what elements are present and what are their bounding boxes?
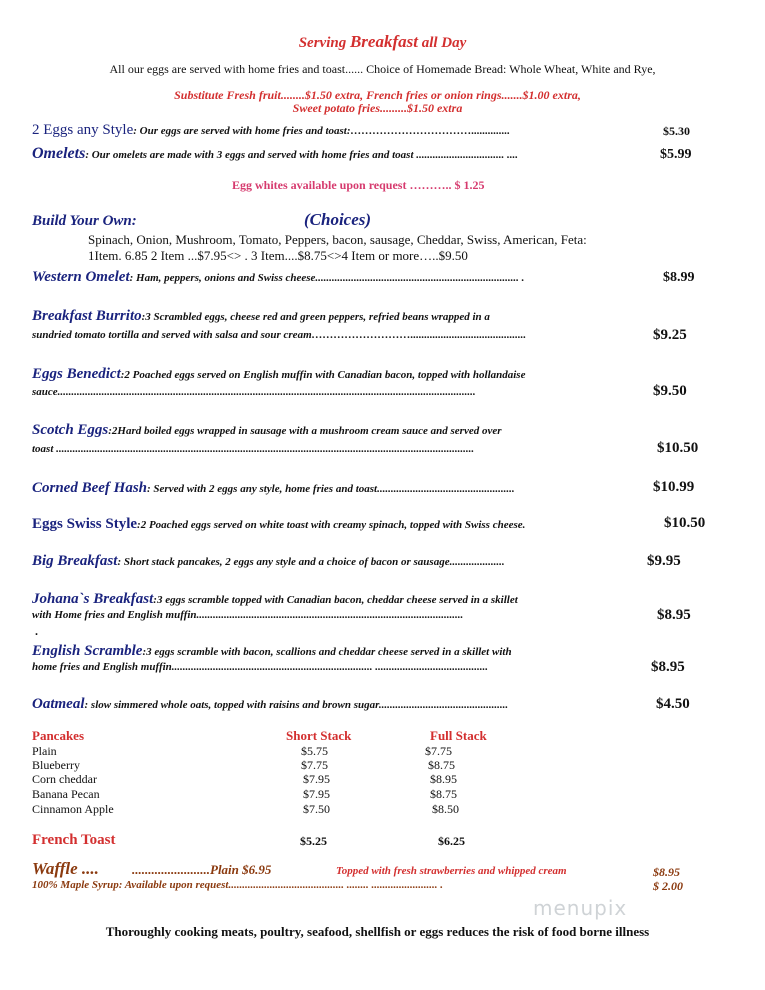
item-name: Johana`s Breakfast [32,591,154,607]
pancake-short: $7.95 [303,772,330,786]
item-desc: : Ham, peppers, onions and Swiss cheese.......................................................................... . [129,272,525,284]
pancake-short: $5.75 [301,744,328,758]
maple-syrup-note: 100% Maple Syrup: Available upon request.......................................... ........ ........................ . [32,879,443,891]
title-main: Breakfast [349,32,418,51]
item-price: $9.95 [647,553,681,569]
item-name: Scotch Eggs [32,422,109,438]
item-price: $10.99 [653,479,695,495]
item-name: Western Omelet [32,269,130,285]
item-omelets [32,145,518,163]
item-price: $10.50 [664,515,706,531]
intro-text: All our eggs are served with home fries and toast...... Choice of Homemade Bread: Whole Wheat, White and Rye, [109,62,656,76]
pancake-full: $7.75 [425,744,452,758]
substitute-line-1: Substitute Fresh fruit........$1.50 extra, French fries or onion rings.......$1.00 extra, [174,88,581,102]
item-two-eggs [32,121,510,139]
item-price: $4.50 [656,696,690,712]
item-desc-1: :2Hard boiled eggs wrapped in sausage with a mushroom cream sauce and served over [108,425,502,437]
item-name: 2 Eggs any Style [32,122,134,138]
item-johanas-breakfast [32,590,518,608]
item-desc-2: with Home fries and English muffin................................................................................................. [32,609,464,621]
item-name: Oatmeal [32,696,85,712]
pancake-name: Corn cheddar [32,772,97,786]
item-desc: :2 Poached eggs served on white toast with creamy spinach, topped with Swiss cheese. [137,519,526,531]
item-price: $8.99 [663,270,695,285]
item-name: Build Your Own [32,213,132,229]
item-colon: : [131,213,137,229]
item-desc-2: sundried tomato tortilla and served with salsa and sour cream……………………….......................................... [32,329,527,341]
pancakes-header: Pancakes [32,728,84,743]
stray-dot: . [35,624,38,638]
item-desc: : Our omelets are made with 3 eggs and served with home fries and toast ................................ .... [85,149,519,161]
item-western-omelet [32,268,524,286]
title-post: all Day [421,35,467,51]
item-name: Breakfast Burrito [32,308,142,324]
item-name: Eggs Swiss Style [32,516,138,532]
waffle-plain: ........................Plain $6.95 [132,862,272,877]
item-desc-2: toast ........................................................................................................................................................ [32,443,475,455]
item-name: Omelets [32,145,86,162]
substitute-line-2: Sweet potato fries.........$1.50 extra [292,101,463,115]
build-your-own-title [32,213,137,230]
title-pre: Serving [298,35,347,51]
build-your-own-list: Spinach, Onion, Mushroom, Tomato, Peppers, bacon, sausage, Cheddar, Swiss, American, Feta: [88,232,587,247]
pancake-name: Blueberry [32,758,80,772]
item-name: Eggs Benedict [32,366,121,382]
item-corned-beef-hash [32,479,515,497]
item-name: Big Breakfast [32,553,118,569]
item-scotch-eggs [32,421,502,439]
page-title [0,32,765,52]
item-desc-2: sauce........................................................................................................................................................ [32,386,476,398]
waffle-topped: Topped with fresh strawberries and whipped cream [336,865,567,877]
pancake-full: $8.75 [428,758,455,772]
item-price: $5.99 [660,147,692,162]
full-stack-header: Full Stack [430,728,487,743]
short-stack-header: Short Stack [286,728,352,743]
pancake-name: Plain [32,744,57,758]
item-price: $10.50 [657,440,699,456]
item-desc-1: :3 Scrambled eggs, cheese red and green peppers, refried beans wrapped in a [141,311,490,323]
item-desc: : Our eggs are served with home fries and toast:…………………………….............. [133,125,510,137]
item-desc: : Short stack pancakes, 2 eggs any style and a choice of bacon or sausage.................... [117,556,505,568]
item-english-scramble [32,642,512,660]
waffle-topped-price: $8.95 [653,865,680,879]
item-price: $8.95 [651,659,685,675]
item-eggs-benedict [32,365,525,383]
watermark-logo: menupix [533,896,628,920]
pancake-name: Cinnamon Apple [32,802,114,816]
food-safety-warning: Thoroughly cooking meats, poultry, seafood, shellfish or eggs reduces the risk of food borne illness [105,924,650,939]
french-toast-name: French Toast [32,832,116,848]
item-big-breakfast [32,552,505,570]
item-eggs-swiss [32,515,525,533]
pancake-short: $7.75 [301,758,328,772]
item-price: $5.30 [663,124,690,138]
item-price: $8.95 [657,607,691,623]
french-toast-full: $6.25 [438,834,465,848]
french-toast-short: $5.25 [300,834,327,848]
pancake-full: $8.95 [430,772,457,786]
item-desc-1: :2 Poached eggs served on English muffin with Canadian bacon, topped with hollandaise [120,369,526,381]
maple-syrup-price: $ 2.00 [653,879,683,893]
pancake-short: $7.95 [303,787,330,801]
build-your-own-pricing: 1Item. 6.85 2 Item ...$7.95<> . 3 Item....$8.75<>4 Item or more…..$9.50 [88,248,468,263]
item-price: $9.25 [653,327,687,343]
choices-heading: (Choices) [304,210,372,229]
item-desc-2: home fries and English muffin......................................................................... ......................................... [32,661,489,673]
item-price: $9.50 [653,383,687,399]
item-breakfast-burrito [32,307,490,325]
waffle-name: Waffle .... [32,859,99,878]
item-name: English Scramble [32,643,143,659]
pancake-full: $8.50 [432,802,459,816]
item-desc: : Served with 2 eggs any style, home fries and toast.................................................. [147,483,515,495]
item-desc: : slow simmered whole oats, topped with raisins and brown sugar............................................... [84,699,509,711]
item-desc-1: :3 eggs scramble with bacon, scallions and cheddar cheese served in a skillet with [142,646,512,658]
pancake-short: $7.50 [303,802,330,816]
pancake-full: $8.75 [430,787,457,801]
item-oatmeal [32,695,508,713]
egg-whites-note: Egg whites available upon request ……….. $ 1.25 [232,178,485,192]
pancake-name: Banana Pecan [32,787,100,801]
item-desc-1: :3 eggs scramble topped with Canadian bacon, cheddar cheese served in a skillet [153,594,518,606]
item-name: Corned Beef Hash [32,480,148,496]
